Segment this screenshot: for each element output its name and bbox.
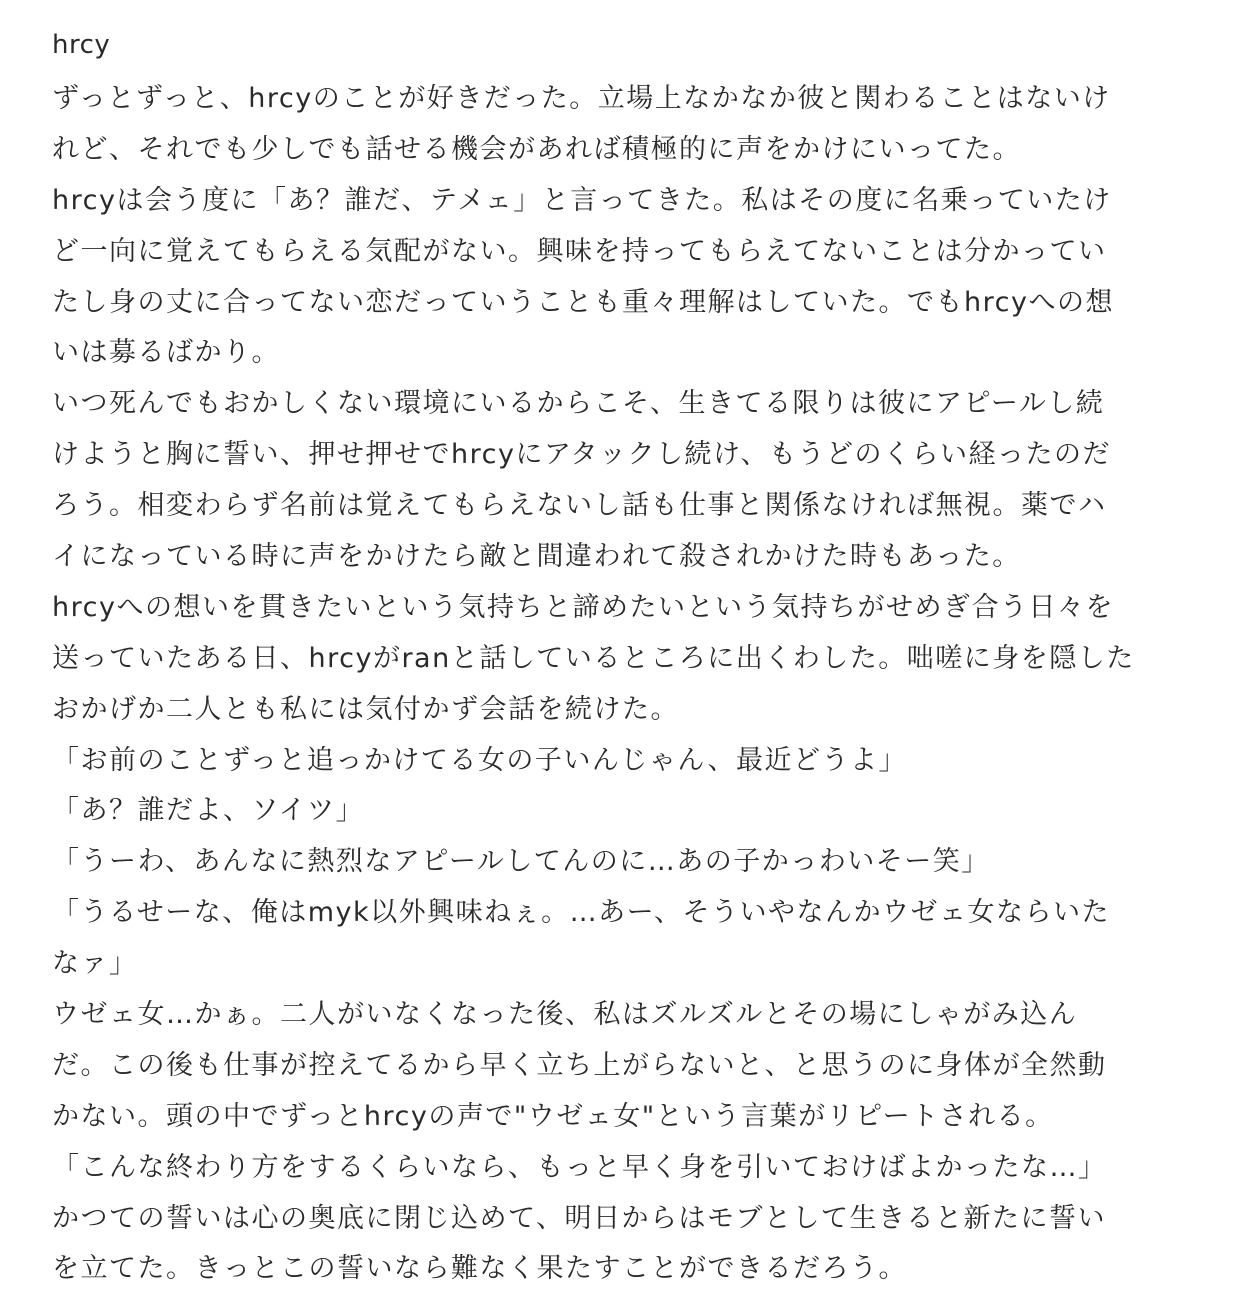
text-line: ど一向に覚えてもらえる気配がない。興味を持ってもらえてないことは分かってい [52, 235, 1107, 267]
text-line: ウゼェ女…かぁ。二人がいなくなった後、私はズルズルとその場にしゃがみ込ん [52, 999, 1078, 1031]
text-line: 「お前のことずっと追っかけてる女の子いんじゃん、最近どうよ」 [52, 744, 907, 776]
document-title: hrcy [52, 30, 111, 60]
text-line: いつ死んでもおかしくない環境にいるからこそ、生きてる限りは彼にアピールし続 [52, 388, 1105, 420]
text-line: を立てた。きっとこの誓いなら難なく果たすことができるだろう。 [52, 1253, 907, 1285]
text-line: たし身の丈に合ってない恋だっていうことも重々理解はしていた。でもhrcyへの想 [52, 286, 1114, 318]
text-line: おかげか二人とも私には気付かず会話を続けた。 [52, 693, 679, 725]
text-line: 送っていたある日、hrcyがranと話しているところに出くわした。咄嗟に身を隠した [52, 642, 1135, 674]
text-line: けようと胸に誓い、押せ押せでhrcyにアタックし続け、もうどのくらい経ったのだ [52, 439, 1111, 471]
text-line: 「こんな終わり方をするくらいなら、もっと早く身を引いておけばよかったな…」 [52, 1151, 1107, 1183]
text-line: 「あ？誰だよ、ソイツ」 [52, 795, 365, 827]
document-page [52, 24, 1202, 1295]
text-line: 「うるせーな、俺はmyk以外興味ねぇ。…あー、そういやなんかウゼェ女ならいた [52, 897, 1111, 929]
document-body [52, 74, 1202, 1295]
text-line: かない。頭の中でずっとhrcyの声で"ウゼェ女"という言葉がリピートされる。 [52, 1100, 1054, 1132]
text-line: ろう。相変わらず名前は覚えてもらえないし話も仕事と関係なければ無視。薬でハ [52, 490, 1107, 522]
text-line: なァ」 [52, 948, 138, 980]
text-line: かつての誓いは心の奥底に閉じ込めて、明日からはモブとして生きると新たに誓い [52, 1202, 1106, 1234]
text-line: 「うーわ、あんなに熱烈なアピールしてんのに…あの子かっわいそー笑」 [52, 846, 990, 878]
text-line: hrcyは会う度に「あ？誰だ、テメェ」と言ってきた。私はその度に名乗っていたけ [52, 184, 1112, 216]
text-line: イになっている時に声をかけたら敵と間違われて殺されかけた時もあった。 [52, 541, 1021, 573]
text-line: れど、それでも少しでも話せる機会があれば積極的に声をかけにいってた。 [52, 133, 1021, 165]
text-line: だ。この後も仕事が控えてるから早く立ち上がらないと、と思うのに身体が全然動 [52, 1049, 1107, 1081]
text-line: ずっとずっと、hrcyのことが好きだった。立場上なかなか彼と関わることはないけ [52, 83, 1111, 114]
text-line: いは募るばかり。 [52, 337, 280, 369]
text-line: hrcyへの想いを貫きたいという気持ちと諦めたいという気持ちがせめぎ合う日々を [52, 591, 1114, 623]
